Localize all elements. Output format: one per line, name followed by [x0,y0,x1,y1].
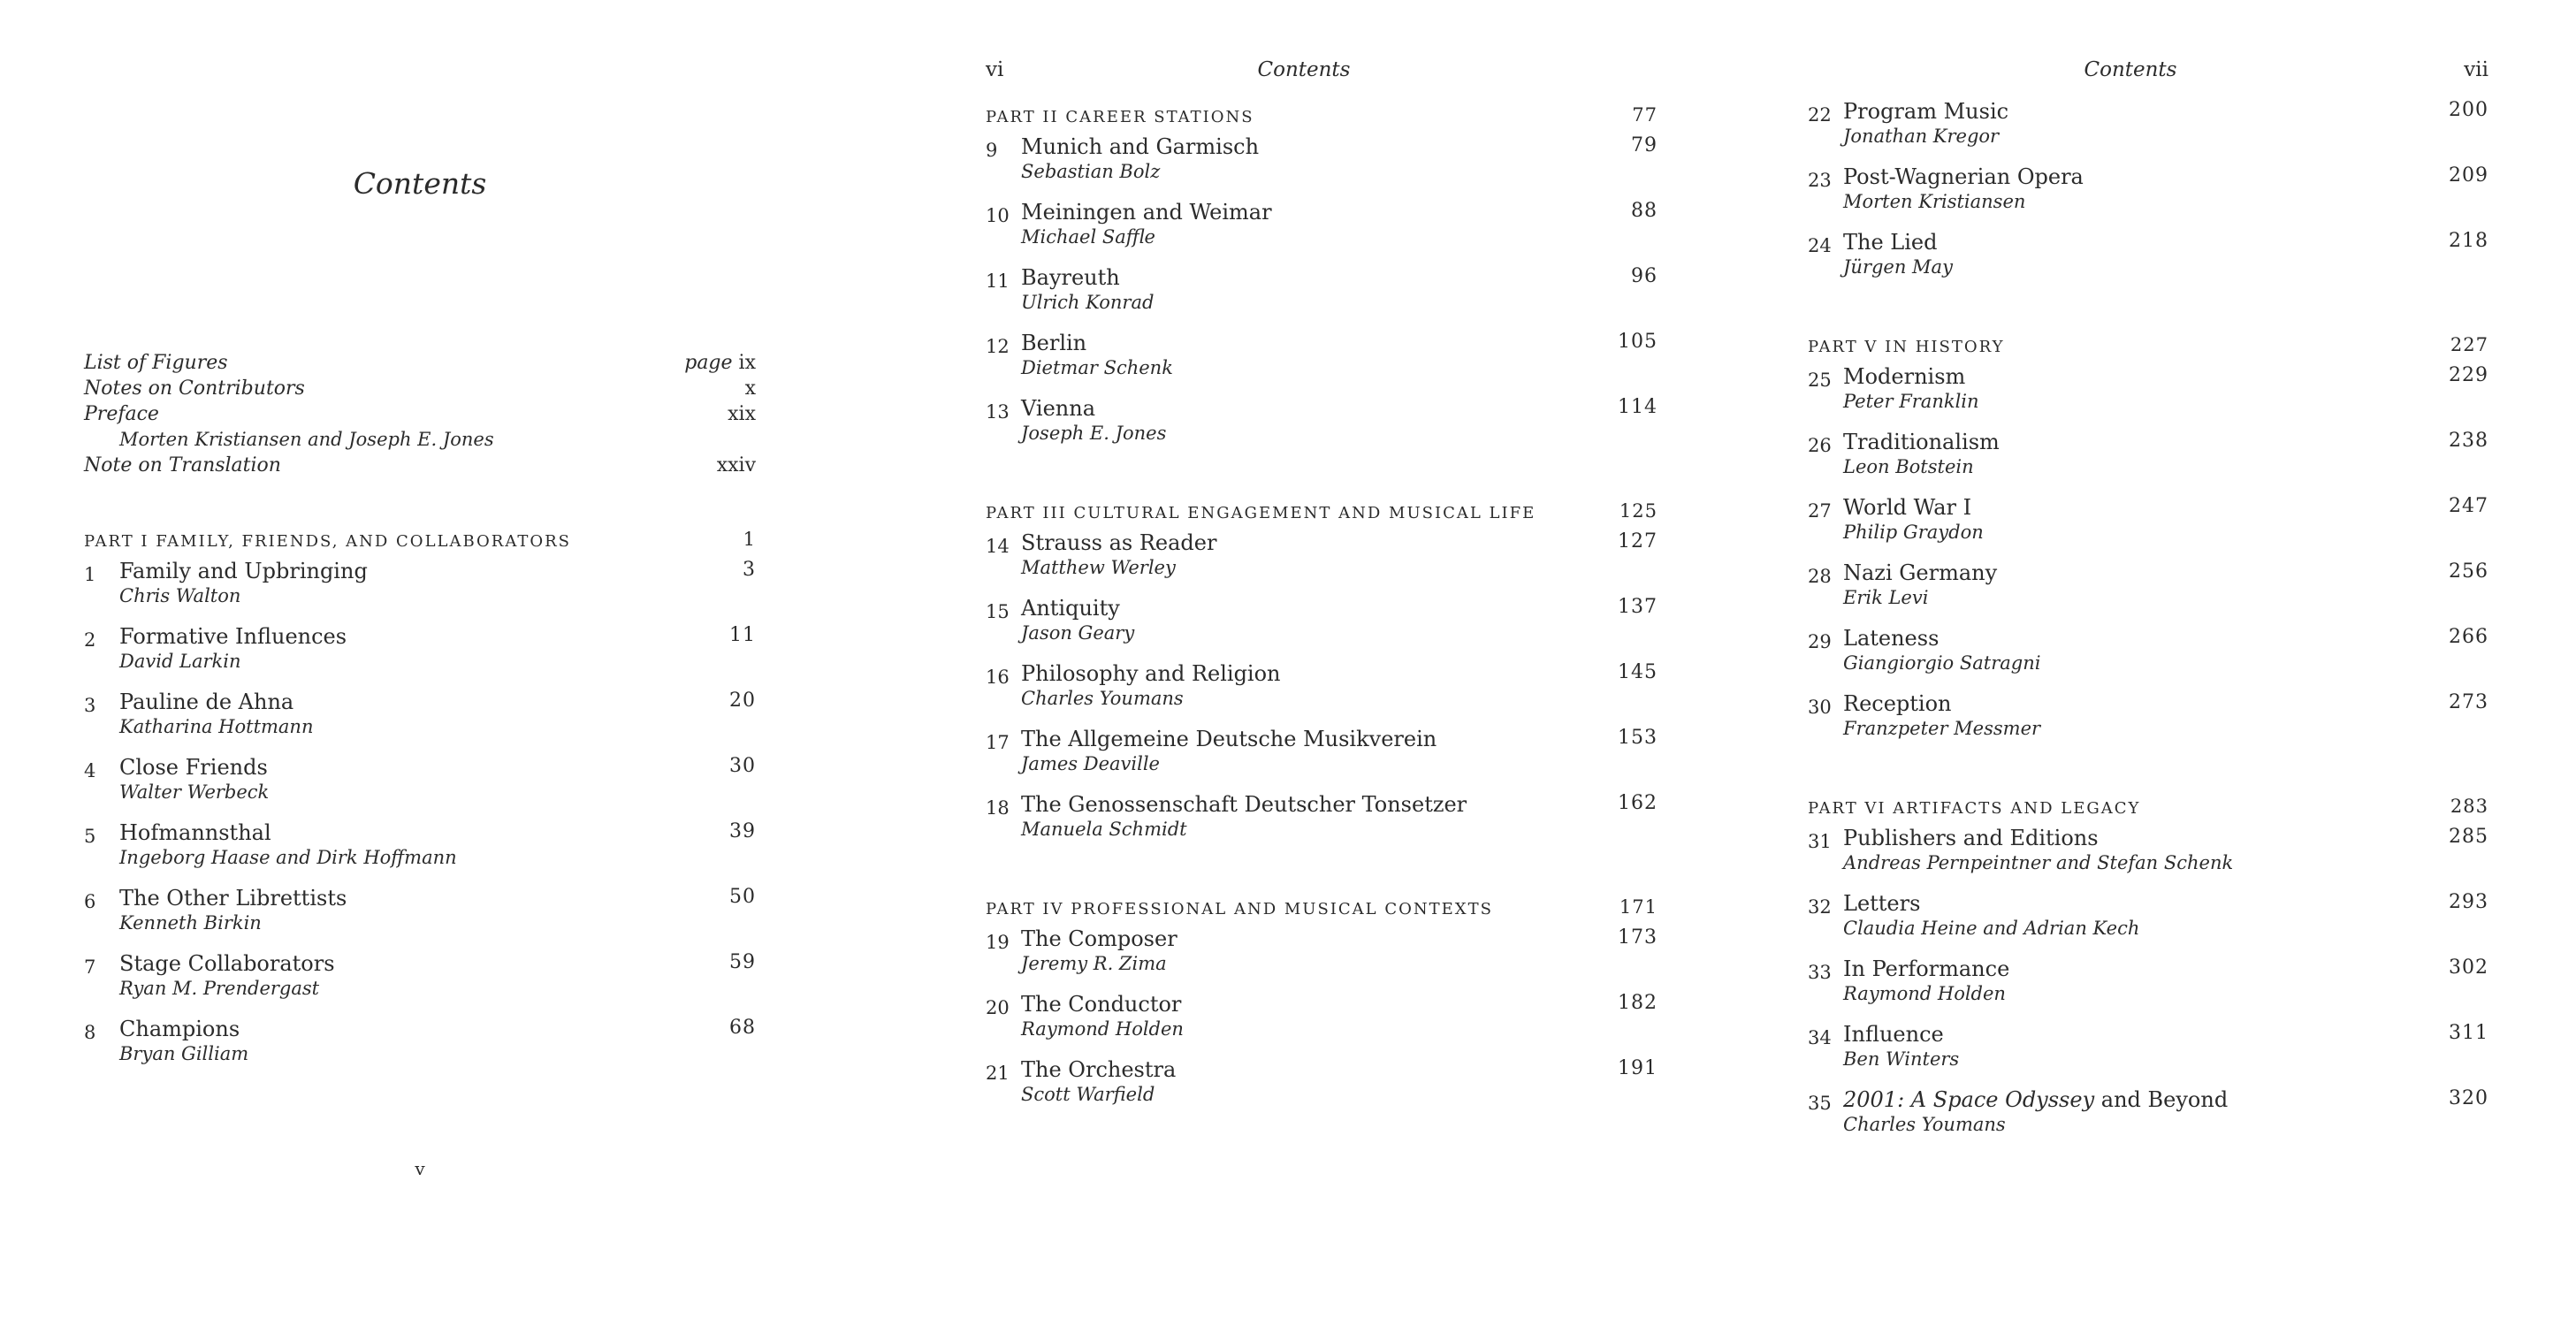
chapter-entry [1808,161,2488,226]
running-page-number: vii [2464,58,2488,81]
chapter-author: Raymond Holden [1021,1018,1184,1040]
toc-page-vii [1808,95,2488,1149]
chapter-number: 1 [84,564,96,585]
chapter-number: 17 [986,732,1010,753]
chapter-entry [986,1054,1658,1119]
chapter-number: 15 [986,601,1010,622]
chapter-title: Modernism [1843,364,1966,389]
chapter-title: The Other Librettists [119,886,347,911]
chapter-title: Champions [119,1017,240,1041]
part-page: 227 [2450,334,2488,355]
prelim-title: Preface [84,403,159,425]
part-heading [84,525,756,555]
chapter-author: Giangiorgio Satragni [1843,652,2041,674]
chapter-title: Strauss as Reader [1021,530,1217,555]
prelim-notes-on-contributors [84,377,756,403]
part-heading [986,101,1658,131]
chapter-page: 218 [2449,230,2488,252]
running-title: Contents [1257,58,1351,81]
chapter-author: Raymond Holden [1843,983,2006,1004]
chapter-title: Bayreuth [1021,265,1120,290]
chapter-author: Leon Botstein [1843,456,1974,477]
chapter-page: 68 [729,1017,756,1039]
chapter-number: 30 [1808,697,1832,718]
chapter-page: 191 [1618,1057,1658,1079]
chapter-number: 3 [84,695,96,716]
chapter-author: James Deaville [1021,753,1160,774]
chapter-page: 209 [2449,164,2488,187]
chapter-number: 4 [84,760,96,781]
chapter-title: The Genossenschaft Deutscher Tonsetzer [1021,792,1467,817]
prelim-page: page ix [684,352,756,374]
chapter-title: Philosophy and Religion [1021,661,1281,686]
chapter-number: 10 [986,205,1010,226]
chapter-number: 23 [1808,170,1832,191]
chapter-title: The Composer [1021,926,1177,951]
chapter-page: 302 [2449,956,2488,979]
chapter-entry [986,789,1658,854]
running-head [1808,58,2488,85]
running-title: Contents [2084,58,2177,81]
chapter-page: 30 [729,755,756,777]
chapter-page: 256 [2449,560,2488,583]
toc-page-vi [986,101,1658,1119]
chapter-title: Letters [1843,891,1921,916]
chapter-title: Close Friends [119,755,268,780]
chapter-entry [1808,492,2488,557]
chapter-title: 2001: A Space Odyssey and Beyond [1843,1087,2229,1112]
chapter-author: Franzpeter Messmer [1843,718,2041,739]
chapter-page: 50 [729,886,756,908]
chapter-title: World War I [1843,495,1972,520]
chapter-title: Publishers and Editions [1843,826,2099,850]
chapter-title: Traditionalism [1843,430,2000,454]
chapter-title: The Orchestra [1021,1057,1177,1082]
chapter-number: 27 [1808,500,1832,522]
chapter-author: Scott Warfield [1021,1084,1155,1105]
chapter-page: 11 [729,624,756,646]
chapter-author: Dietmar Schenk [1021,357,1173,378]
chapter-author: Erik Levi [1843,587,1929,608]
chapter-entry [1808,361,2488,426]
chapter-number: 16 [986,667,1010,688]
chapter-number: 9 [986,140,998,161]
chapter-title: Formative Influences [119,624,347,649]
chapter-title: The Allgemeine Deutsche Musikverein [1021,727,1437,751]
chapter-entry [84,1013,756,1078]
chapter-author: Claudia Heine and Adrian Kech [1843,918,2140,939]
chapter-author: Charles Youmans [1843,1114,2006,1135]
part-page: 1 [743,529,756,550]
chapter-entry [1808,426,2488,492]
chapter-entry [84,882,756,948]
chapter-page: 285 [2449,826,2488,848]
chapter-title: Stage Collaborators [119,951,335,976]
chapter-author: Chris Walton [119,585,241,606]
prelim-list-of-figures [84,352,756,377]
chapter-entry [986,196,1658,262]
chapter-author: Ryan M. Prendergast [119,978,320,999]
chapter-page: 200 [2449,99,2488,121]
chapter-title: Family and Upbringing [119,559,368,583]
chapter-page: 137 [1618,596,1658,618]
chapter-number: 34 [1808,1027,1832,1048]
chapter-entry [1808,953,2488,1018]
running-page-number: vi [986,58,1004,81]
chapter-author: Manuela Schmidt [1021,819,1187,840]
chapter-number: 7 [84,956,96,978]
chapter-entry [986,592,1658,658]
chapter-number: 31 [1808,831,1832,852]
chapter-title: The Conductor [1021,992,1182,1017]
part-label: PART III CULTURAL ENGAGEMENT AND MUSICAL LIFE [986,504,1536,522]
prelim-note-on-translation [84,454,756,480]
chapter-page: 182 [1618,992,1658,1014]
part-heading [986,893,1658,923]
chapter-entry [986,527,1658,592]
chapter-number: 13 [986,401,1010,423]
chapter-page: 20 [729,690,756,712]
chapter-page: 320 [2449,1087,2488,1109]
chapter-author: Katharina Hottmann [119,716,314,737]
chapter-number: 11 [986,271,1010,292]
chapter-author: Ulrich Konrad [1021,292,1155,313]
chapter-page: 162 [1618,792,1658,814]
chapter-page: 127 [1618,530,1658,552]
prelim-page: x [744,377,756,400]
chapter-page: 238 [2449,430,2488,452]
chapter-number: 6 [84,891,96,912]
chapter-title: Post-Wagnerian Opera [1843,164,2084,189]
part-heading [1808,331,2488,361]
chapter-author: Andreas Pernpeintner and Stefan Schenk [1843,852,2234,873]
chapter-author: Joseph E. Jones [1021,423,1167,444]
chapter-page: 105 [1618,331,1658,353]
chapter-number: 28 [1808,566,1832,587]
part-label: PART II CAREER STATIONS [986,108,1254,126]
chapter-author: Kenneth Birkin [119,912,262,934]
part-page: 171 [1619,896,1658,918]
chapter-number: 29 [1808,631,1832,652]
chapter-title: In Performance [1843,956,2010,981]
chapter-entry [84,817,756,882]
part-page: 77 [1632,104,1658,126]
chapter-title: Reception [1843,691,1952,716]
chapter-page: 293 [2449,891,2488,913]
chapter-author: Bryan Gilliam [119,1043,249,1064]
chapter-number: 24 [1808,235,1832,256]
chapter-number: 18 [986,797,1010,819]
chapter-page: 173 [1618,926,1658,949]
chapter-page: 79 [1631,134,1658,156]
prelim-title: Note on Translation [84,454,281,476]
prelim-title: Notes on Contributors [84,377,305,400]
prelim-subtitle: Morten Kristiansen and Joseph E. Jones [119,429,494,450]
chapter-title: Influence [1843,1022,1944,1047]
prelim-page: xix [728,403,756,425]
chapter-entry [986,327,1658,392]
chapter-page: 266 [2449,626,2488,648]
chapter-title: Pauline de Ahna [119,690,294,714]
part-page: 283 [2450,796,2488,817]
folio: v [415,1158,425,1179]
part-label: PART I FAMILY, FRIENDS, AND COLLABORATORS [84,532,572,551]
chapter-title: Program Music [1843,99,2009,124]
chapter-number: 14 [986,536,1010,557]
chapter-title: Nazi Germany [1843,560,1998,585]
chapter-author: Ingeborg Haase and Dirk Hoffmann [119,847,457,868]
chapter-entry [84,621,756,686]
running-head [986,58,1658,85]
chapter-number: 33 [1808,962,1832,983]
chapter-page: 273 [2449,691,2488,713]
chapter-title: Meiningen and Weimar [1021,200,1272,225]
chapter-author: David Larkin [119,651,241,672]
chapter-entry [1808,688,2488,753]
chapter-page: 145 [1618,661,1658,683]
chapter-page: 153 [1618,727,1658,749]
chapter-entry [1808,1084,2488,1149]
chapter-title: Lateness [1843,626,1940,651]
part-heading [986,497,1658,527]
chapter-number: 22 [1808,104,1832,126]
chapter-entry [84,751,756,817]
chapter-number: 8 [84,1022,96,1043]
chapter-number: 19 [986,932,1010,953]
chapter-number: 5 [84,826,96,847]
chapter-page: 229 [2449,364,2488,386]
chapter-author: Jonathan Kregor [1843,126,2000,147]
chapter-author: Walter Werbeck [119,781,270,803]
chapter-entry [1808,557,2488,622]
page-vi [986,0,1658,1326]
chapter-entry [986,923,1658,988]
chapter-entry [84,555,756,621]
chapter-entry [84,686,756,751]
chapter-page: 88 [1631,200,1658,222]
chapter-title: Munich and Garmisch [1021,134,1260,159]
toc-page-v [84,525,756,1078]
chapter-entry [1808,822,2488,888]
chapter-page: 59 [729,951,756,973]
prelim-page: xxiv [716,454,756,476]
chapter-entry [1808,888,2488,953]
contents-title: Contents [353,166,487,201]
chapter-author: Philip Graydon [1843,522,1984,543]
chapter-author: Ben Winters [1843,1048,1960,1070]
chapter-entry [84,948,756,1013]
chapter-entry [986,723,1658,789]
chapter-author: Sebastian Bolz [1021,161,1161,182]
chapter-page: 114 [1618,396,1658,418]
part-label: PART VI ARTIFACTS AND LEGACY [1808,799,2141,818]
chapter-number: 32 [1808,896,1832,918]
prelim-title: List of Figures [84,352,228,374]
chapter-author: Morten Kristiansen [1843,191,2026,212]
chapter-author: Jürgen May [1843,256,1953,278]
chapter-author: Peter Franklin [1843,391,1979,412]
chapter-number: 21 [986,1063,1010,1084]
chapter-page: 247 [2449,495,2488,517]
chapter-page: 96 [1631,265,1658,287]
page-v [84,0,756,1326]
chapter-entry [986,392,1658,458]
chapter-number: 26 [1808,435,1832,456]
chapter-entry [1808,1018,2488,1084]
chapter-page: 39 [729,820,756,842]
chapter-page: 311 [2449,1022,2488,1044]
chapter-title: The Lied [1843,230,1938,255]
part-heading [1808,792,2488,822]
chapter-author: Jason Geary [1021,622,1135,644]
part-label: PART IV PROFESSIONAL AND MUSICAL CONTEXTS [986,900,1493,918]
chapter-title: Berlin [1021,331,1087,355]
chapter-entry [1808,622,2488,688]
chapter-entry [986,988,1658,1054]
chapter-entry [1808,95,2488,161]
chapter-entry [1808,226,2488,292]
chapter-author: Jeremy R. Zima [1021,953,1167,974]
prelim-preface-authors [84,429,756,454]
chapter-author: Charles Youmans [1021,688,1184,709]
chapter-author: Matthew Werley [1021,557,1176,578]
chapter-title: Hofmannsthal [119,820,271,845]
chapter-title: Vienna [1021,396,1096,421]
prelim-preface [84,403,756,429]
chapter-entry [986,658,1658,723]
chapter-entry [986,131,1658,196]
chapter-author: Michael Saffle [1021,226,1155,248]
chapter-number: 20 [986,997,1010,1018]
chapter-number: 35 [1808,1093,1832,1114]
part-label: PART V IN HISTORY [1808,338,2005,356]
chapter-number: 25 [1808,370,1832,391]
chapter-entry [986,262,1658,327]
page-vii [1808,0,2488,1326]
chapter-number: 2 [84,629,96,651]
chapter-title: Antiquity [1021,596,1120,621]
part-page: 125 [1619,500,1658,522]
prelims-list [84,352,756,480]
chapter-number: 12 [986,336,1010,357]
chapter-page: 3 [743,559,756,581]
